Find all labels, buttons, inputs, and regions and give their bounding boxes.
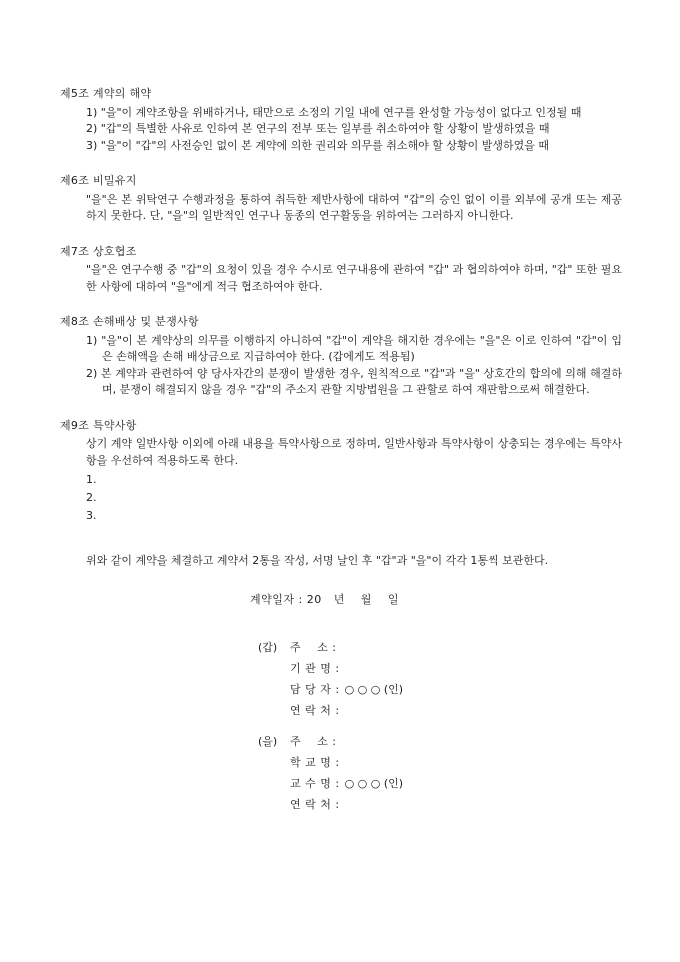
field-label: 연 락 처 : <box>290 704 340 718</box>
signature-row <box>258 753 622 774</box>
special-term-slot: 1. <box>86 473 97 486</box>
clause-item: 1) "을"이 본 계약상의 의무를 이행하지 아니하여 "갑"이 계약을 해지한 경우에는 "을"은 이로 인하여 "갑"이 입은 손해액을 손해 배상금으로 지급하여야 한다. (갑에게도 적용됨) <box>86 333 622 363</box>
field-label: 기 관 명 : <box>290 662 340 676</box>
article-title: 제8조 손해배상 및 분쟁사항 <box>60 315 199 328</box>
field-value: ○ ○ ○ (인) <box>344 683 404 697</box>
special-term-slot: 3. <box>86 509 97 523</box>
signature-row <box>258 774 622 795</box>
closing-statement: 위와 같이 계약을 체결하고 계약서 2통을 작성, 서명 날인 후 "갑"과 "을"이 각각 1통씩 보관한다. <box>86 554 549 568</box>
article-title: 제9조 특약사항 <box>60 418 137 432</box>
signature-row <box>258 795 622 816</box>
article-termination <box>60 86 622 154</box>
article-title: 제7조 상호협조 <box>60 244 137 258</box>
clause-item: 3) "을"이 "갑"의 사전승인 없이 본 계약에 의한 권리와 의무를 취소해야 할 상황이 발생하였을 때 <box>86 138 550 152</box>
party-label-spacer <box>258 659 290 680</box>
article-body: "을"은 본 위탁연구 수행과정을 통하여 취득한 제반사항에 대하여 "갑"의 승인 없이 이를 외부에 공개 또는 제공하지 못한다. 단, "을"의 일반적인 연구나 동종의 연구활동을 위하여는 그러하지 아니한다. <box>86 192 622 222</box>
field-label: 주 소 : <box>290 641 337 655</box>
party-label: (을) <box>258 734 278 748</box>
party-label-spacer <box>258 680 290 701</box>
clause-list <box>60 333 622 399</box>
article-damages-disputes <box>60 314 622 399</box>
clause-item: 1) "을"이 계약조항을 위배하거나, 태만으로 소정의 기일 내에 연구를 완성할 가능성이 없다고 인정될 때 <box>86 105 582 119</box>
field-label: 주 소 : <box>290 734 337 748</box>
article-title: 제6조 비밀유지 <box>60 174 137 187</box>
party-label-spacer <box>258 795 290 816</box>
article-body: 상기 계약 일반사항 이외에 아래 내용을 특약사항으로 정하며, 일반사항과 특약사항이 상충되는 경우에는 특약사항을 우선하여 적용하도록 한다. <box>86 437 622 467</box>
article-confidentiality <box>60 173 622 225</box>
clause-list <box>60 105 622 155</box>
field-label: 연 락 처 : <box>290 797 340 811</box>
signature-block-party-eul <box>258 732 622 816</box>
party-label-spacer <box>258 753 290 774</box>
signature-row <box>258 638 622 659</box>
field-value: ○ ○ ○ (인) <box>344 776 404 790</box>
party-label: (갑) <box>258 641 278 655</box>
party-label-spacer <box>258 774 290 795</box>
signature-row <box>258 659 622 680</box>
contract-date-line: 계약일자 : 20 년 월 일 <box>250 592 400 606</box>
clause-item: 2) "갑"의 특별한 사유로 인하여 본 연구의 전부 또는 일부를 취소하여야 할 상황이 발생하였을 때 <box>86 122 550 135</box>
field-label: 학 교 명 : <box>290 755 340 769</box>
signature-row <box>258 701 622 722</box>
field-label: 담 당 자 : <box>290 683 340 697</box>
special-term-slot: 2. <box>86 491 97 505</box>
article-title: 제5조 계약의 해약 <box>60 87 152 100</box>
party-label-spacer <box>258 701 290 722</box>
article-special-terms <box>60 418 622 526</box>
field-label: 교 수 명 : <box>290 776 340 790</box>
signature-block-party-gap <box>258 638 622 722</box>
article-body: "을"은 연구수행 중 "갑"의 요청이 있을 경우 수시로 연구내용에 관하여 "갑" 과 협의하여야 하며, "갑" 또한 필요한 사항에 대하여 "을"에게 적극 협조하여야 한다. <box>86 263 622 293</box>
signature-row <box>258 732 622 753</box>
special-terms-list <box>86 471 622 525</box>
article-mutual-cooperation <box>60 244 622 296</box>
clause-item: 2) 본 계약과 관련하여 양 당사자간의 분쟁이 발생한 경우, 원칙적으로 "갑"과 "을" 상호간의 합의에 의해 해결하며, 분쟁이 해결되지 않을 경우 "갑"의 주소지 관할 지방법원을 그 관할로 하여 재판함으로써 해결한다. <box>86 366 622 396</box>
signature-row <box>258 680 622 701</box>
